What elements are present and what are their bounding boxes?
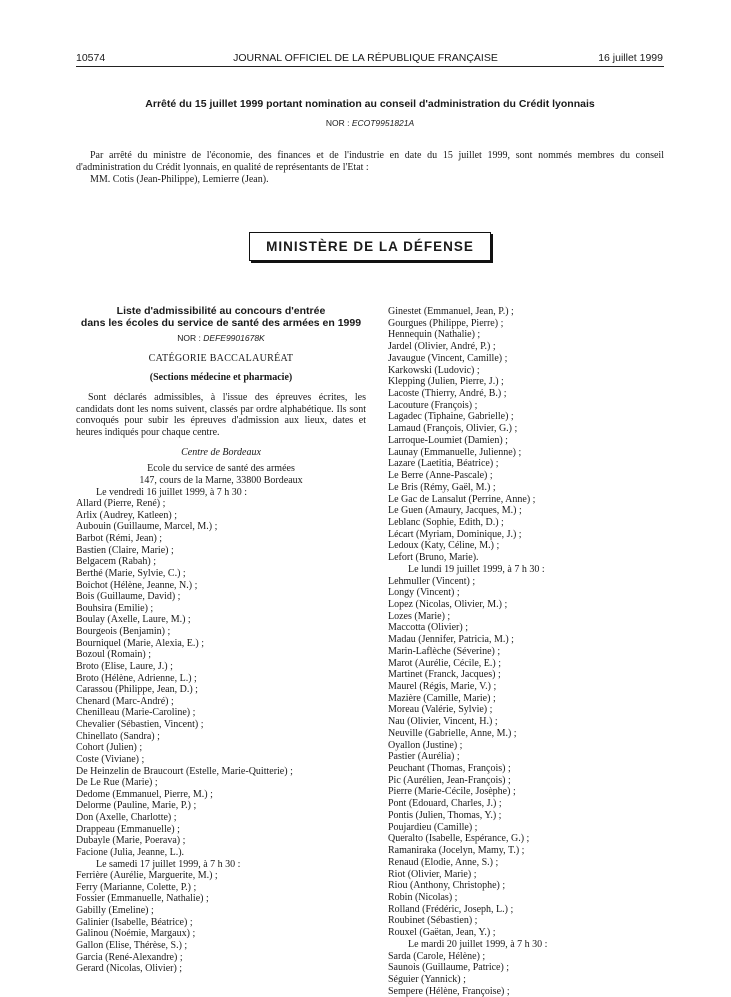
candidate-entry: Le Bris (Rémy, Gaël, M.) ; [388,481,496,493]
candidate-entry: Chevalier (Sébastien, Vincent) ; [76,719,204,731]
right-column [388,306,664,997]
candidate-entry: Lopez (Nicolas, Olivier, M.) ; [388,598,508,610]
candidate-entry: Larroque-Loumiet (Damien) ; [388,434,508,446]
school-address [76,463,366,486]
candidate-entry: Gallon (Elise, Thérèse, S.) ; [76,939,188,951]
page-number: 10574 [76,52,106,64]
candidate-entry: Queralto (Isabelle, Espérance, G.) ; [388,833,530,845]
list-nor-label: NOR : [177,333,201,343]
candidate-entry: Ginestet (Emmanuel, Jean, P.) ; [388,306,514,317]
left-candidate-list [76,487,366,975]
candidate-entry: Bastien (Claire, Marie) ; [76,544,174,556]
candidate-entry: Peuchant (Thomas, François) ; [388,763,511,775]
centre-heading: Centre de Bordeaux [181,447,261,459]
candidate-entry: Martinet (Franck, Jacques) ; [388,669,501,681]
candidate-entry: Rolland (Frédéric, Joseph, L.) ; [388,903,514,915]
candidate-entry: Riou (Anthony, Christophe) ; [388,880,506,892]
candidate-entry: Delorme (Pauline, Marie, P.) ; [76,800,197,812]
candidate-entry: Dedome (Emmanuel, Pierre, M.) ; [76,788,213,800]
candidate-entry: Chenard (Marc-André) ; [76,695,174,707]
candidate-entry: Chinellato (Sandra) ; [76,730,160,742]
session-date: Le vendredi 16 juillet 1999, à 7 h 30 : [96,486,248,498]
candidate-entry: Robin (Nicolas) ; [388,891,458,903]
candidate-entry: Coste (Viviane) ; [76,753,145,765]
candidate-entry: Launay (Emmanuelle, Julienne) ; [388,446,522,458]
candidate-entry: Saunois (Guillaume, Patrice) ; [388,962,510,974]
candidate-entry: Galinou (Noémie, Margaux) ; [76,928,196,940]
candidate-entry: Boichot (Hélène, Jeanne, N.) ; [76,579,198,591]
candidate-entry: Lacouture (François) ; [388,399,478,411]
candidate-entry: Lamaud (François, Olivier, G.) ; [388,423,518,435]
candidate-entry: Bourgeois (Benjamin) ; [76,626,171,638]
candidate-entry: Mazière (Camille, Marie) ; [388,692,496,704]
arrete-nor-label: NOR : [325,118,350,128]
candidate-entry: Moreau (Valérie, Sylvie) ; [388,704,493,716]
candidate-entry: Barbot (Rémi, Jean) ; [76,533,163,545]
candidate-entry: Hennequin (Nathalie) ; [388,329,481,341]
candidate-entry: Lefort (Bruno, Marie). [388,552,479,564]
arrete-members: MM. Cotis (Jean-Philippe), Lemierre (Jean). [90,174,269,185]
candidate-entry: Bourniquel (Marie, Alexia, E.) ; [76,637,205,649]
candidate-entry: Riot (Olivier, Marie) ; [388,868,477,880]
candidate-entry: Boulay (Axelle, Laure, M.) ; [76,614,191,626]
candidate-entry: Neuville (Gabrielle, Anne, M.) ; [388,727,517,739]
candidate-entry: Pastier (Aurélia) ; [388,751,460,763]
candidate-entry: Roubinet (Sébastien) ; [388,915,478,927]
candidate-entry: Allard (Pierre, René) ; [76,498,166,510]
candidate-entry: Jardel (Olivier, André, P.) ; [388,341,496,353]
candidate-entry: Nau (Olivier, Vincent, H.) ; [388,716,498,728]
candidate-entry: Dubayle (Marie, Poerava) ; [76,835,186,847]
candidate-entry: Drappeau (Emmanuelle) ; [76,823,180,835]
candidate-entry: Lagadec (Tiphaine, Gabrielle) ; [388,411,514,423]
intro-paragraph: Sont déclarés admissibles, à l'issue des épreuves écrites, les candidats dont les noms suivent, classés par ordre alphabétique. Ils sont convoqués pour subir les épreuves d'admission aux lieux, dates et heures indiqués pour chaque centre. [76,392,366,438]
candidate-entry: Berthé (Marie, Sylvie, C.) ; [76,567,186,579]
candidate-entry: Rouxel (Gaëtan, Jean, Y.) ; [388,927,496,939]
candidate-entry: Don (Axelle, Charlotte) ; [76,812,177,824]
candidate-entry: Bouhsira (Emilie) ; [76,602,154,614]
candidate-entry: Gourgues (Philippe, Pierre) ; [388,317,504,329]
section-heading: (Sections médecine et pharmacie) [149,372,293,383]
candidate-entry: Broto (Hélène, Adrienne, L.) ; [76,672,197,684]
candidate-entry: Oyallon (Justine) ; [388,739,463,751]
journal-title: JOURNAL OFFICIEL DE LA RÉPUBLIQUE FRANÇAISE [233,52,498,64]
candidate-entry: Javaugue (Vincent, Camille) ; [388,352,508,364]
arrete-title: Arrêté du 15 juillet 1999 portant nomination au conseil d'administration du Crédit lyonnais [145,98,595,110]
candidate-entry: Bois (Guillaume, David) ; [76,591,181,603]
candidate-entry: Galinier (Isabelle, Béatrice) ; [76,916,193,928]
list-nor [76,333,366,343]
candidate-entry: Carassou (Philippe, Jean, D.) ; [76,684,198,696]
candidate-entry: De Heinzelin de Braucourt (Estelle, Marie-Quitterie) ; [76,765,293,777]
candidate-entry: Ledoux (Katy, Céline, M.) ; [388,540,500,552]
candidate-entry: Bozoul (Romain) ; [76,649,151,661]
candidate-entry: Pont (Edouard, Charles, J.) ; [388,798,502,810]
list-nor-code: DEFE9901678K [203,333,265,343]
candidate-entry: Cohort (Julien) ; [76,742,143,754]
candidate-entry: Fossier (Emmanuelle, Nathalie) ; [76,893,209,905]
candidate-entry: Leblanc (Sophie, Edith, D.) ; [388,516,504,528]
candidate-entry: Le Berre (Anne-Pascale) ; [388,470,493,482]
candidate-entry: Klepping (Julien, Pierre, J.) ; [388,376,504,388]
candidate-entry: Séguier (Yannick) ; [388,973,466,985]
candidate-entry: Belgacem (Rabah) ; [76,556,156,568]
list-title [76,306,366,329]
session-date: Le samedi 17 juillet 1999, à 7 h 30 : [96,858,241,870]
candidate-entry: Ramaniraka (Jocelyn, Mamy, T.) ; [388,845,525,857]
ministry-heading: MINISTÈRE DE LA DÉFENSE [249,232,491,261]
arrete-body: Par arrêté du ministre de l'économie, des finances et de l'industrie en date du 15 juillet 1999, sont nommés membres du conseil d'administration du Crédit lyonnais, en qualité de représentants de l'Etat : [76,150,664,173]
school-street: 147, cours de la Marne, 33800 Bordeaux [139,474,303,486]
issue-date: 16 juillet 1999 [598,52,663,64]
candidate-entry: Pontis (Julien, Thomas, Y.) ; [388,809,502,821]
candidate-entry: Gabilly (Emeline) ; [76,905,154,917]
candidate-entry: Pierre (Marie-Cécile, Josèphe) ; [388,786,516,798]
candidate-entry: Madau (Jennifer, Patricia, M.) ; [388,634,514,646]
arrete-nor-code: ECOT9951821A [351,118,415,128]
list-title-line-1: Liste d'admissibilité au concours d'entrée [116,305,326,317]
candidate-entry: Lehmuller (Vincent) ; [388,575,476,587]
candidate-entry: Sarda (Carole, Hélène) ; [388,950,486,962]
candidate-entry: Le Gac de Lansalut (Perrine, Anne) ; [388,493,536,505]
candidate-entry: Lécart (Myriam, Dominique, J.) ; [388,528,522,540]
category-heading: CATÉGORIE BACCALAURÉAT [148,353,294,364]
arrete-nor [76,118,664,128]
candidate-entry: Ferry (Marianne, Colette, P.) ; [76,881,197,893]
candidate-entry: Garcia (René-Alexandre) ; [76,951,183,963]
candidate-entry: Lacoste (Thierry, André, B.) ; [388,388,507,400]
candidate-entry: Marin-Laflèche (Séverine) ; [388,645,501,657]
candidate-entry: Pic (Aurélien, Jean-François) ; [388,774,511,786]
candidate-entry: Longy (Vincent) ; [388,587,460,599]
candidate-entry: Lozes (Marie) ; [388,610,451,622]
candidate-entry: Maccotta (Olivier) ; [388,622,468,634]
session-date: Le lundi 19 juillet 1999, à 7 h 30 : [408,563,545,575]
candidate-entry: De Le Rue (Marie) ; [76,777,158,789]
candidate-entry: Maurel (Régis, Marie, V.) ; [388,681,497,692]
school-name: Ecole du service de santé des armées [147,463,295,475]
candidate-entry: Ferrière (Aurélie, Marguerite, M.) ; [76,870,218,882]
list-title-line-2: dans les écoles du service de santé des armées en 1999 [80,316,362,329]
candidate-entry: Le Guen (Amaury, Jacques, M.) ; [388,505,522,517]
candidate-entry: Sempere (Hélène, Françoise) ; [388,985,510,997]
candidate-entry: Facione (Julia, Jeanne, L.). [76,846,185,858]
candidate-entry: Karkowski (Ludovic) ; [388,364,480,376]
right-candidate-list [388,306,664,997]
candidate-entry: Aubouin (Guillaume, Marcel, M.) ; [76,521,218,533]
candidate-entry: Arlix (Audrey, Katleen) ; [76,509,177,521]
candidate-entry: Poujardieu (Camille) ; [388,821,478,833]
candidate-entry: Chenilleau (Marie-Caroline) ; [76,707,196,719]
candidate-entry: Lazare (Laetitia, Béatrice) ; [388,458,499,470]
session-date: Le mardi 20 juillet 1999, à 7 h 30 : [408,938,548,950]
header-rule [76,66,664,67]
left-column [76,306,366,975]
candidate-entry: Marot (Aurélie, Cécile, E.) ; [388,657,502,669]
candidate-entry: Broto (Elise, Laure, J.) ; [76,660,173,672]
candidate-entry: Renaud (Elodie, Anne, S.) ; [388,856,499,868]
candidate-entry: Gerard (Nicolas, Olivier) ; [76,963,183,975]
